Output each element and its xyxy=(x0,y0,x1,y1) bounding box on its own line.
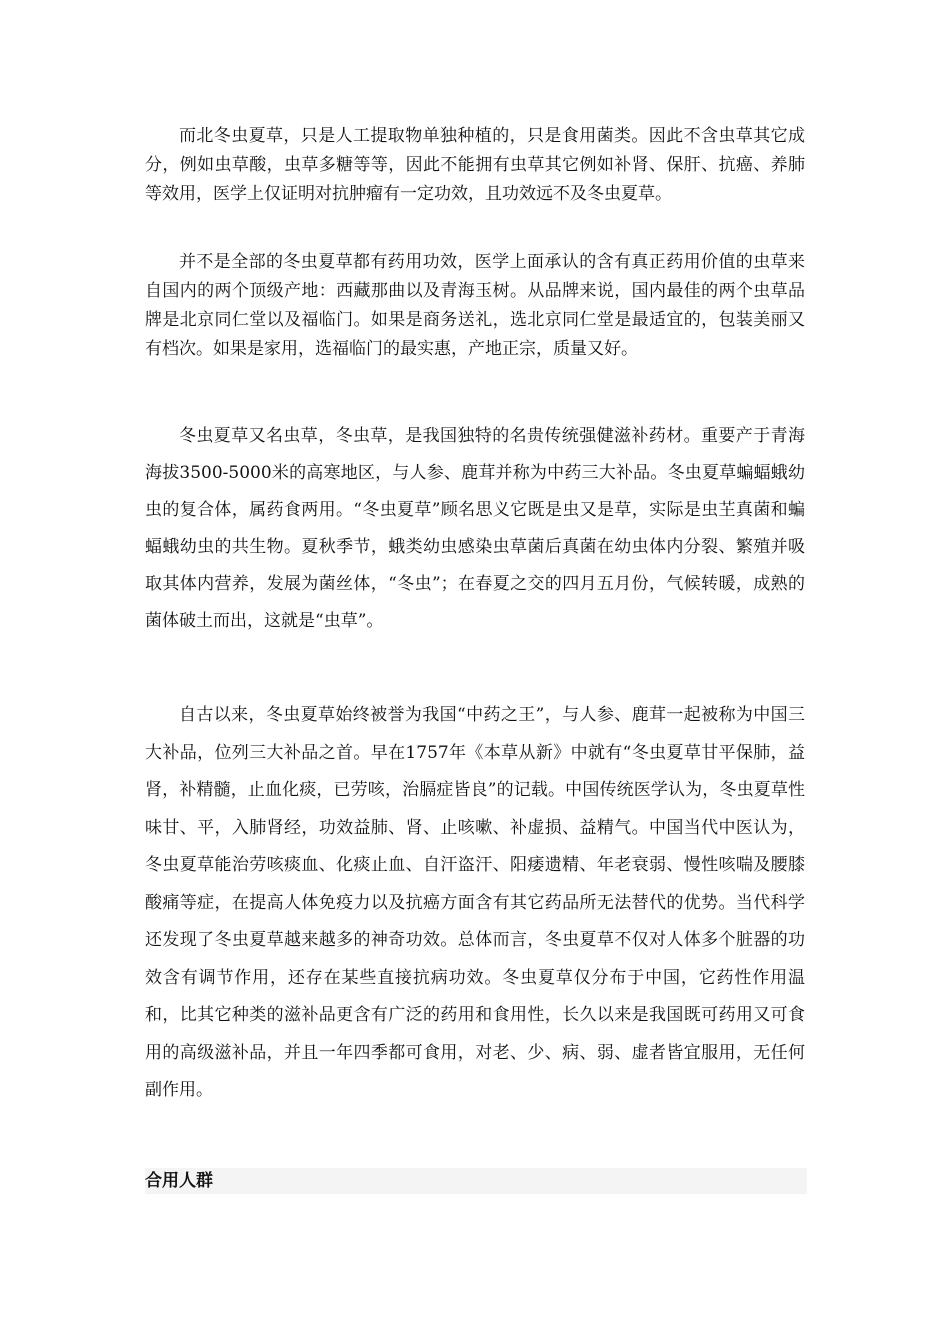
paragraph-2: 并不是全部的冬虫夏草都有药用功效，医学上面承认的含有真正药用价值的虫草来自国内的两个顶级产地：西藏那曲以及青海玉树。从品牌来说，国内最佳的两个虫草品牌是北京同仁堂以及福临门。如果是商务送礼，选北京同仁堂是最适宜的，包装美丽又有档次。如果是家用，选福临门的最实惠，产地正宗，质量又好。 xyxy=(145,252,805,359)
paragraph-4: 自古以来，冬虫夏草始终被誉为我国“中药之王”，与人参、鹿茸一起被称为中国三大补品，位列三大补品之首。早在1757年《本草从新》中就有“冬虫夏草甘平保肺，益肾，补精髓，止血化痰，已劳咳，治膈症皆良”的记载。中国传统医学认为，冬虫夏草性味甘、平，入肺肾经，功效益肺、肾、止咳嗽、补虚损、益精气。中国当代中医认为，冬虫夏草能治劳咳痰血、化痰止血、自汗盗汗、阳痿遗精、年老衰弱、慢性咳喘及腰膝酸痛等症，在提高人体免疫力以及抗癌方面含有其它药品所无法替代的优势。当代科学还发现了冬虫夏草越来越多的神奇功效。总体而言，冬虫夏草不仅对人体多个脏器的功效含有调节作用，还存在某些直接抗病功效。冬虫夏草仅分布于中国，它药性作用温和，比其它种类的滋补品更含有广泛的药用和食用性，长久以来是我国既可药用又可食用的高级滋补品，并且一年四季都可食用，对老、少、病、弱、虚者皆宜服用，无任何副作用。 xyxy=(145,705,805,1100)
section-heading: 合用人群 xyxy=(145,1168,807,1194)
paragraph-1: 而北冬虫夏草，只是人工提取物单独种植的，只是食用菌类。因此不含虫草其它成分，例如虫草酸，虫草多糖等等，因此不能拥有虫草其它例如补肾、保肝、抗癌、养肺等效用，医学上仅证明对抗肿瘤有一定功效，且功效远不及冬虫夏草。 xyxy=(145,126,805,204)
paragraph-3: 冬虫夏草又名虫草，冬虫草，是我国独特的名贵传统强健滋补药材。重要产于青海海拔3500-5000米的高寒地区，与人参、鹿茸并称为中药三大补品。冬虫夏草蝙蝠蛾幼虫的复合体，属药食两用。“冬虫夏草”顾名思义它既是虫又是草，实际是虫芏真菌和蝙蝠蛾幼虫的共生物。夏秋季节，蛾类幼虫感染虫草菌后真菌在幼虫体内分裂、繁殖并吸取其体内营养，发展为菌丝体，“冬虫”；在春夏之交的四月五月份，气候转暖，成熟的菌体破土而出，这就是“虫草”。 xyxy=(145,426,805,631)
